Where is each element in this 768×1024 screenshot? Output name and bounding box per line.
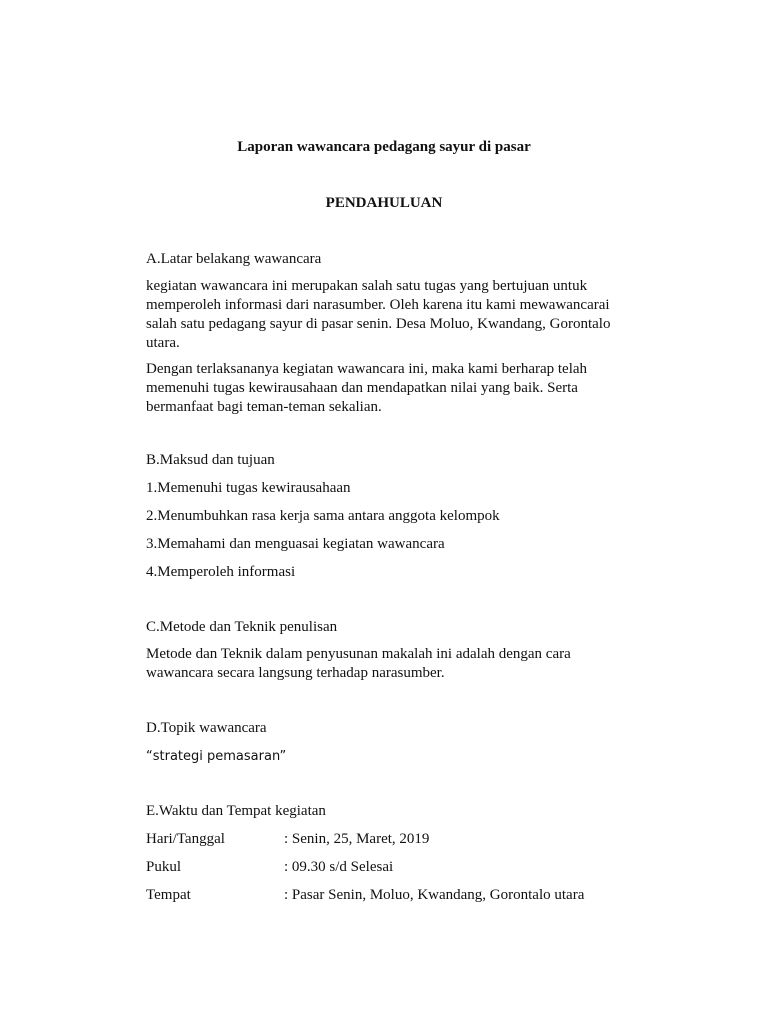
- section-b-item-4: 4.Memperoleh informasi: [146, 564, 296, 580]
- document-title: Laporan wawancara pedagang sayur di pasar: [237, 139, 531, 155]
- schedule-label-place: Tempat: [146, 887, 191, 903]
- section-b-item-2: 2.Menumbuhkan rasa kerja sama antara anggota kelompok: [146, 508, 500, 524]
- schedule-label-date: Hari/Tanggal: [146, 831, 225, 847]
- section-c-paragraph: Metode dan Teknik dalam penyusunan makalah ini adalah dengan cara wawancara secara langsung terhadap narasumber.: [146, 646, 571, 681]
- schedule-label-time: Pukul: [146, 859, 182, 875]
- section-heading-pendahuluan: PENDAHULUAN: [325, 195, 443, 211]
- section-a-heading: A.Latar belakang wawancara: [146, 251, 322, 267]
- schedule-value-place: : Pasar Senin, Moluo, Kwandang, Gorontalo utara: [284, 887, 585, 903]
- section-b-item-1: 1.Memenuhi tugas kewirausahaan: [146, 480, 351, 496]
- section-e-heading: E.Waktu dan Tempat kegiatan: [146, 803, 326, 819]
- section-b-heading: B.Maksud dan tujuan: [146, 452, 275, 468]
- section-a-paragraph-2: Dengan terlaksananya kegiatan wawancara ini, maka kami berharap telah memenuhi tugas kewirausahaan dan mendapatkan nilai yang baik. Serta bermanfaat bagi teman-teman sekalian.: [146, 361, 588, 415]
- section-b-item-3: 3.Memahami dan menguasai kegiatan wawancara: [146, 536, 445, 552]
- section-d-heading: D.Topik wawancara: [146, 720, 267, 736]
- section-a-paragraph-1: kegiatan wawancara ini merupakan salah satu tugas yang bertujuan untuk memperoleh informasi dari narasumber. Oleh karena itu kami mewawancarai salah satu pedagang sayur di pasar senin. Desa Moluo, Kwandang, Gorontalo utara.: [146, 278, 611, 351]
- section-c-heading: C.Metode dan Teknik penulisan: [146, 619, 338, 635]
- section-d-topic: “strategi pemasaran”: [146, 749, 287, 764]
- schedule-value-time: : 09.30 s/d Selesai: [284, 859, 394, 875]
- schedule-value-date: : Senin, 25, Maret, 2019: [284, 831, 430, 847]
